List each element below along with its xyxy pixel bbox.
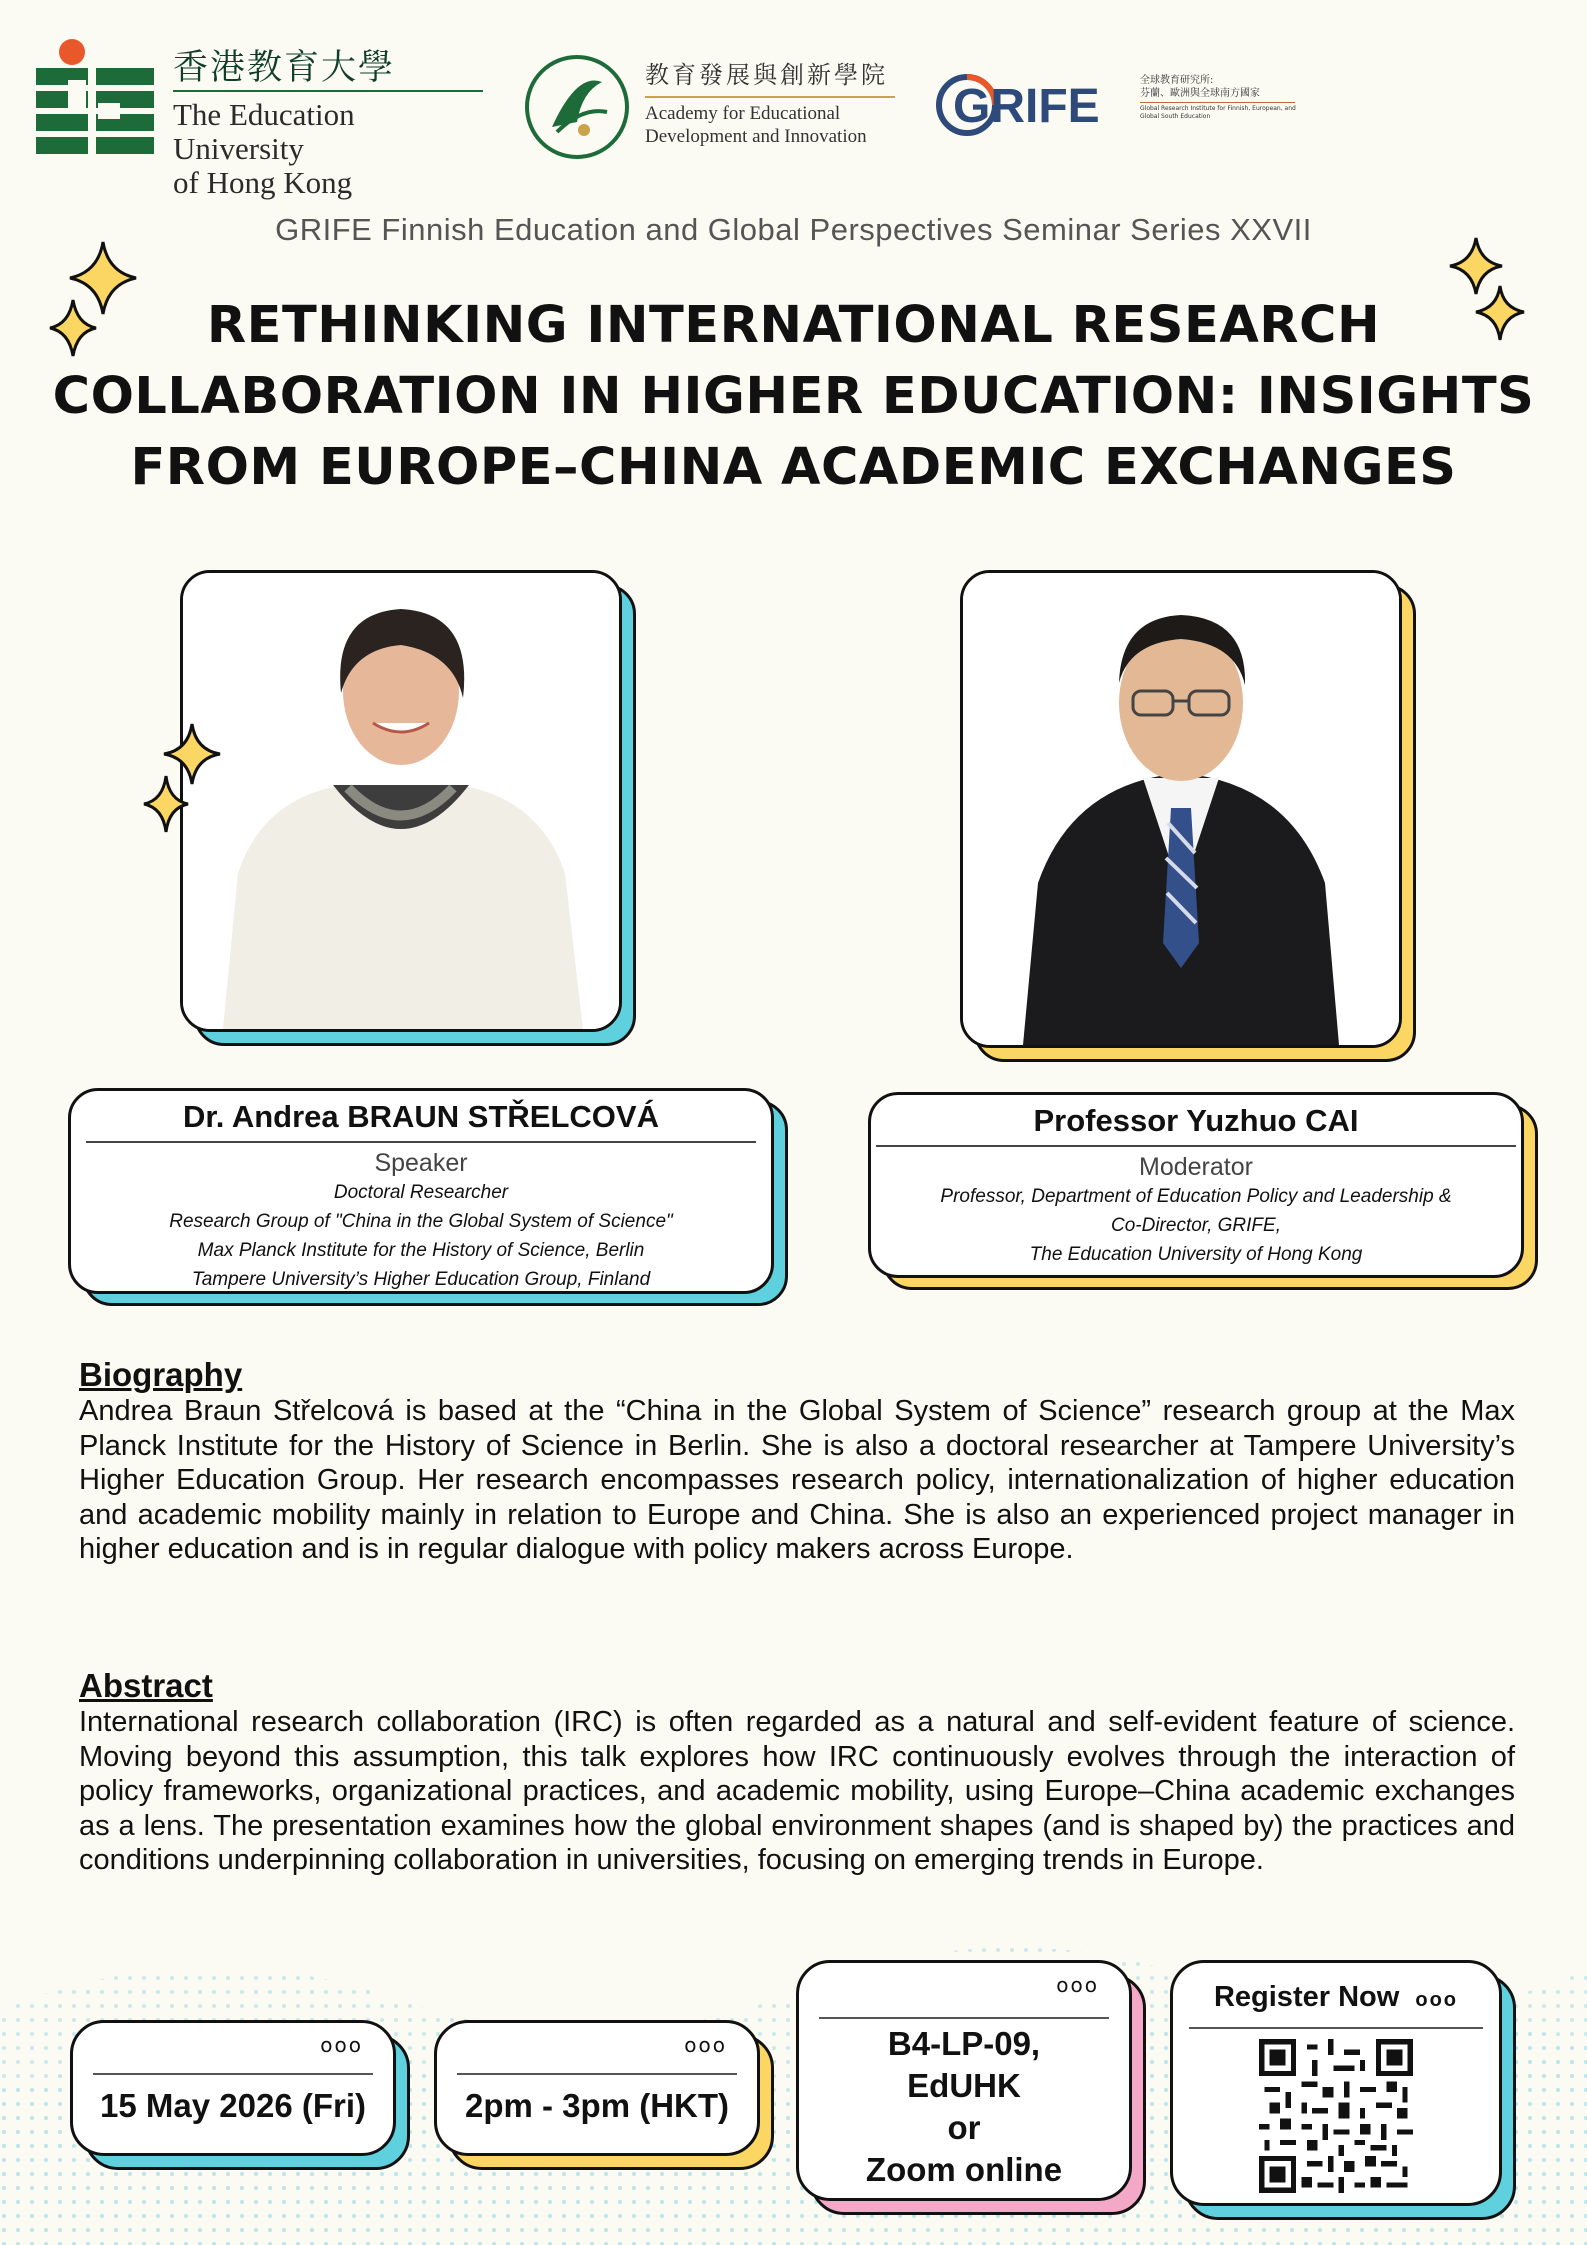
grife-logo-text: GRIFE (953, 80, 1100, 133)
moderator-info-card (868, 1092, 1524, 1278)
time-box (434, 2020, 760, 2156)
aedi-wordmark (645, 60, 905, 148)
moderator-affiliation-1: Professor, Department of Education Policy and Leadership & (940, 1186, 1452, 1207)
aedi-rule (645, 96, 895, 98)
grife-name-cn-2: 芬蘭、歐洲與全球南方國家 (1140, 88, 1260, 99)
register-box[interactable] (1170, 1960, 1502, 2206)
grife-name-en: Global Research Institute for Finnish, European, and Global South Education (1140, 105, 1296, 120)
speaker-affiliation-3: Max Planck Institute for the History of Science, Berlin (197, 1240, 645, 1261)
abstract-section (79, 1667, 1515, 1878)
speaker-rule (86, 1141, 756, 1143)
qr-code[interactable] (1259, 2039, 1413, 2193)
eduhk-rule (173, 90, 483, 92)
moderator-photo-card (960, 570, 1402, 1048)
speaker-photo-card (180, 570, 622, 1032)
speaker-affiliation-4: Tampere University’s Higher Education Group, Finland (191, 1269, 651, 1290)
venue-box (796, 1960, 1132, 2201)
seminar-series: GRIFE Finnish Education and Global Perspectives Seminar Series XXVII (275, 212, 1312, 247)
moderator-photo (963, 573, 1399, 1045)
speaker-name: Dr. Andrea BRAUN STŘELCOVÁ (183, 1099, 659, 1134)
title-line-3: FROM EUROPE–CHINA ACADEMIC EXCHANGES (130, 438, 1457, 497)
venue-3: or (947, 2109, 981, 2146)
eduhk-name-cn: 香港教育大學 (173, 48, 396, 88)
eduhk-name-en-1: The Education University (173, 97, 355, 166)
venue-1: B4-LP-09, (887, 2025, 1041, 2062)
speaker-affiliation-2: Research Group of "China in the Global System of Science" (169, 1211, 673, 1232)
dots-icon: ooo (684, 2033, 727, 2057)
aedi-logo (522, 52, 632, 162)
eduhk-name-en-2: of Hong Kong (173, 165, 353, 200)
dots-icon: ooo (1056, 1973, 1099, 1997)
dots-icon: ooo (320, 2033, 363, 2057)
grife-wordmark (1140, 74, 1300, 121)
event-time: 2pm - 3pm (HKT) (465, 2087, 729, 2124)
speaker-role: Speaker (374, 1149, 468, 1177)
date-box (70, 2020, 396, 2156)
moderator-role: Moderator (1139, 1153, 1253, 1181)
moderator-rule (876, 1145, 1516, 1147)
title-line-2: COLLABORATION IN HIGHER EDUCATION: INSIGHTS (52, 367, 1535, 426)
grife-rule (1140, 102, 1295, 103)
biography-text: Andrea Braun Střelcová is based at the “China in the Global System of Science” research group at the Max Planck Institute for the History of Science in Berlin. She is also a doctoral researcher at Tampere University’s Higher Education Group. Her research encompasses research policy, internationalization of higher education and academic mobility mainly in relation to Europe and China. She is also an experienced project manager in higher education and is in regular dialogue with policy makers across Europe. (79, 1395, 1515, 1565)
date-rule (93, 2073, 373, 2075)
eduhk-logo (36, 38, 154, 168)
speaker-info-card (68, 1088, 774, 1294)
venue-2: EdUHK (907, 2067, 1021, 2104)
moderator-affiliation-3: The Education University of Hong Kong (1029, 1244, 1363, 1265)
abstract-heading: Abstract (79, 1667, 213, 1704)
sparkle-icon (142, 722, 222, 842)
moderator-affiliation-2: Co-Director, GRIFE, (1111, 1215, 1281, 1236)
moderator-name: Professor Yuzhuo CAI (1033, 1103, 1359, 1138)
time-rule (457, 2073, 737, 2075)
grife-logo (935, 70, 1115, 140)
venue-4: Zoom online (865, 2151, 1063, 2188)
venue-rule (819, 2017, 1109, 2019)
abstract-text: International research collaboration (IRC) is often regarded as a natural and self-evident feature of science. Moving beyond this assumption, this talk explores how IRC continuously evolves through the interaction of policy frameworks, organizational practices, and academic mobility, using Europe–China academic exchanges as a lens. The presentation examines how the global environment shapes (and is shaped by) the practices and conditions underpinning collaboration in universities, focusing on emerging trends in Europe. (79, 1706, 1515, 1876)
event-date: 15 May 2026 (Fri) (100, 2087, 366, 2124)
eduhk-wordmark (173, 48, 493, 200)
biography-heading: Biography (79, 1356, 243, 1393)
aedi-name-cn: 教育發展與創新學院 (645, 61, 888, 89)
speaker-photo (183, 573, 619, 1029)
biography-section (79, 1356, 1515, 1567)
register-now-label[interactable]: Register Now (1213, 1981, 1400, 2013)
register-rule (1189, 2027, 1483, 2029)
title-line-1: RETHINKING INTERNATIONAL RESEARCH (206, 296, 1381, 355)
aedi-name-en-2: Development and Innovation (645, 126, 867, 147)
grife-name-cn-1: 全球教育研究所: (1140, 75, 1214, 86)
speaker-affiliation-1: Doctoral Researcher (333, 1182, 509, 1203)
event-title (40, 290, 1547, 503)
dots-icon: ooo (1415, 1989, 1459, 2011)
aedi-name-en-1: Academy for Educational (645, 103, 841, 124)
